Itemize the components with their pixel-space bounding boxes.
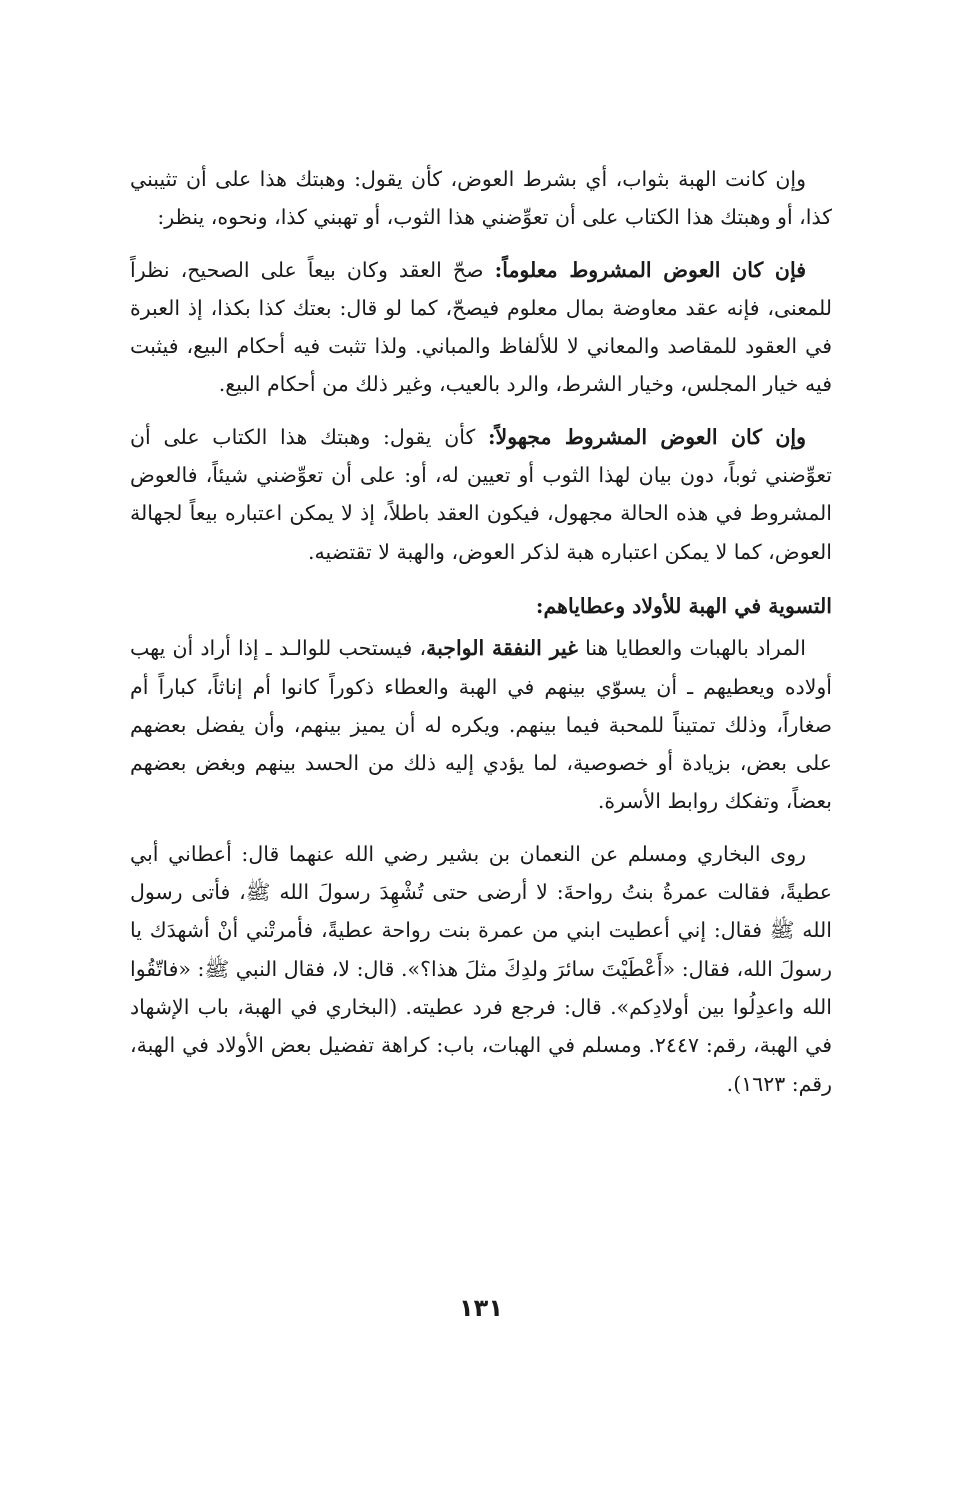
known-compensation-text: صحّ العقد وكان بيعاً على الصحيح، نظراً للمعنى، فإنه عقد معاوضة بمال معلوم فيصحّ، كما لو قال: بعتك كذا بكذا، إذ العبرة في العقود للمقاصد والمعاني لا للألفاظ والمباني. ولذا تثبت فيه أحكام البيع، فيثبت فيه خيار المجلس، وخيار الشرط، والرد بالعيب، وغير ذلك من أحكام البيع. bbox=[130, 257, 832, 397]
document-page bbox=[130, 160, 832, 1109]
paragraph-unknown-compensation bbox=[130, 418, 832, 571]
equality-children-text: ، فيستحب للوالـد ـ إذا أراد أن يهب أولاده ويعطيهم ـ أن يسوّي بينهم في الهبة والعطاء ذكوراً كانوا أم إناثاً، كباراً أم صغاراً، وذلك تمتيناً للمحبة فيما بينهم. ويكره له أن يميز بينهم، وأن يفضل بعضهم على بعض، بزيادة أو خصوصية، لما يؤدي إليه ذلك من الحسد بينهم وبغض بعضهم بعضاً، وتفكك روابط الأسرة. bbox=[130, 636, 832, 814]
section-heading: التسوية في الهبة للأولاد وعطاياهم: bbox=[535, 593, 832, 618]
page-number: ١٣١ bbox=[459, 1294, 503, 1322]
equality-children-pre: المراد بالهبات والعطايا هنا bbox=[577, 636, 806, 661]
hadith-text: روى البخاري ومسلم عن النعمان بن بشير رضي الله عنهما قال: أعطاني أبي عطيةً، فقالت عمرةُ بنتُ رواحةَ: لا أرضى حتى تُشْهِدَ رسولَ الله ﷺ، فأتى رسول الله ﷺ فقال: إني أعطيت ابني من عمرة بنت رواحة عطيةً، فأمرتْني أنْ أشهدَك يا رسولَ الله، فقال: «أَعْطَيْتَ سائرَ ولدِكَ مثلَ هذا؟». قال: لا، فقال النبي ﷺ: «فاتّقُوا الله واعدِلُوا بين أولادِكم». قال: فرجع فرد عطيته. (البخاري في الهبة، باب الإشهاد في الهبة، رقم: ٢٤٤٧. ومسلم في الهبات، باب: كراهة تفضيل بعض الأولاد في الهبة، رقم: ١٦٢٣). bbox=[130, 841, 832, 1096]
unknown-compensation-lead: وإن كان العوض المشروط مجهولاً: bbox=[487, 424, 806, 449]
paragraph-reward-gift bbox=[130, 160, 832, 237]
paragraph-equality-children bbox=[130, 629, 832, 820]
paragraph-known-compensation bbox=[130, 251, 832, 404]
paragraph-hadith bbox=[130, 835, 832, 1103]
known-compensation-lead: فإن كان العوض المشروط معلوماً: bbox=[494, 257, 806, 282]
unknown-compensation-text: كأن يقول: وهبتك هذا الكتاب على أن تعوِّضني ثوباً، دون بيان لهذا الثوب أو تعيين له، أو: على أن تعوِّضني شيئاً، فالعوض المشروط في هذه الحالة مجهول، فيكون العقد باطلاً، إذ لا يمكن اعتباره بيعاً لجهالة العوض، كما لا يمكن اعتباره هبة لذكر العوض، والهبة لا تقتضيه. bbox=[130, 424, 832, 564]
paragraph-reward-gift-text: وإن كانت الهبة بثواب، أي بشرط العوض، كأن يقول: وهبتك هذا على أن تثيبني كذا، أو وهبتك هذا الكتاب على أن تعوِّضني هذا الثوب، أو تهبني كذا، ونحوه، ينظر: bbox=[130, 167, 832, 230]
equality-children-bold: غير النفقة الواجبة bbox=[426, 636, 578, 661]
